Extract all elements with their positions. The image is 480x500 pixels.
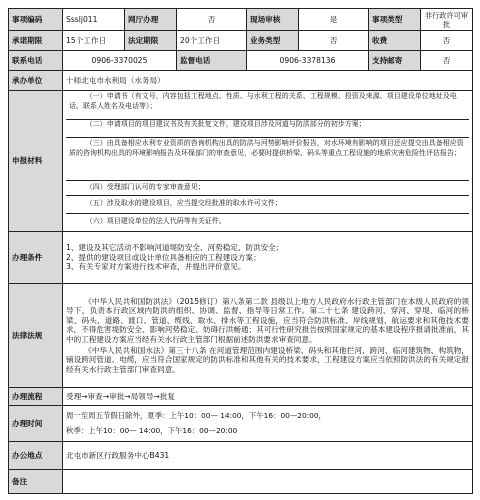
- law-paragraph: 《中华人民共和国水法》第三十八条 在河道管理范围内建设桥梁、码头和其他拦河、跨河、临河建筑物、构筑物，铺设跨河管道、电缆，应当符合国家规定的防洪标准和其他有关的技术要求，工程建设方案应当依照防洪法的有关规定报经有关水行政主管部门审查同意。: [66, 345, 469, 374]
- place-label: 办公地点: [9, 442, 63, 470]
- row-laws: [9, 284, 473, 388]
- row-limits: [9, 31, 473, 51]
- laws-cell: [63, 284, 473, 388]
- row-conditions: [9, 232, 473, 284]
- online-label: 网厅办理: [125, 9, 177, 31]
- remark-label: 备注: [9, 470, 63, 494]
- code-value: Ssslj011: [63, 9, 125, 31]
- row-code: [9, 9, 473, 31]
- conditions-cell: [63, 232, 473, 284]
- type-label: 事项类型: [369, 9, 421, 31]
- hours-line: 秋季：上午10：00— 14:00，下午16：00—20:00: [66, 425, 238, 435]
- row-hours: [9, 406, 473, 442]
- legal-label: 法定期限: [125, 31, 177, 51]
- dept-label: 承办单位: [9, 71, 63, 91]
- mail-value: 否: [421, 51, 473, 71]
- material-item: （一）申请书（有文号，内容包括工程地点、性质、与水利工程的关系、工程规模、投资及来源、项目建设单位地址及电话、联系人姓名及电话等）；: [69, 92, 457, 110]
- remark-value: [63, 470, 473, 494]
- law-paragraph: 《中华人民共和国防洪法》（2015修订）第八条第二款 县级以上地方人民政府水行政主管部门在本级人民政府的领导下，负责本行政区域内防洪的组织、协调、监督、指导等日常工作。第二十七条 建设跨河、穿河、穿堤、临河的桥梁、码头、道路、渡口、管道、缆线、取水、排水等工程设施，应当符合防洪标准、岸线规划、航运要求和其他技术要求，不得危害堤防安全、影响河势稳定、妨碍行洪畅通；其可行性研究报告按照国家规定的基本建设程序报请批准前，其中的工程建设方案应当经有关水行政主管部门根据前述防洪要求审查同意。: [66, 296, 469, 344]
- materials-label: 申报材料: [9, 91, 63, 232]
- materials-cell: [63, 91, 473, 232]
- supervise-value: 0906-3378136: [247, 51, 369, 71]
- dept-value: 十师北屯市水利局（水务局）: [63, 71, 473, 91]
- process-value: 受理→审查→审批→局领导→批复: [63, 388, 473, 406]
- material-item: （二）申请项目的项目建议书及有关批复文件，建设项目涉及河道与防洪部分的初步方案；: [85, 120, 366, 128]
- row-materials: [9, 91, 473, 232]
- row-process: [9, 388, 473, 406]
- supervise-label: 监督电话: [177, 51, 247, 71]
- process-label: 办理流程: [9, 388, 63, 406]
- fee-value: 否: [421, 31, 473, 51]
- row-contact: [9, 51, 473, 71]
- row-remark: [9, 470, 473, 494]
- service-info-table: [8, 8, 473, 494]
- onsite-value: 是: [299, 9, 369, 31]
- legal-value: 20个工作日: [177, 31, 247, 51]
- material-item: （六）项目建设单位的法人代码等有关证件。: [85, 217, 226, 225]
- promise-value: 15个工作日: [63, 31, 125, 51]
- row-dept: [9, 71, 473, 91]
- onsite-label: 现场审核: [247, 9, 299, 31]
- material-item: （三）由具备相应水利专业资质的咨询机构出具的防洪与河势影响评价报告，对水环境有影响的项目还应提交由具备相应资质的咨询机构出具的环境影响报告及环保部门的审查意见，必要时提供桥梁、码头等重点工程设施的地质灾害危险性评估报告；: [69, 139, 464, 157]
- laws-label: 法律法规: [9, 284, 63, 388]
- row-place: [9, 442, 473, 470]
- condition-item: 1、建设及其它活动不影响河道堤防安全、河势稳定、防洪安全；: [66, 243, 284, 253]
- place-value: 北屯市新区行政服务中心B431: [63, 442, 473, 470]
- phone-value: 0906-3370025: [63, 51, 177, 71]
- conditions-label: 办理条件: [9, 232, 63, 284]
- mail-label: 支持邮寄: [369, 51, 421, 71]
- phone-label: 联系电话: [9, 51, 63, 71]
- level-label: 业务类型: [247, 31, 299, 51]
- online-value: 否: [177, 9, 247, 31]
- hours-label: 办理时间: [9, 406, 63, 442]
- hours-line: 周一至周五节假日除外，夏季：上午10：00— 14:00，下午16：00—20:00，: [66, 411, 326, 421]
- condition-item: 2、提供的建设项目或设计单位具备相应的工程建设方案；: [66, 252, 261, 262]
- hours-cell: [63, 406, 473, 442]
- fee-label: 收费: [369, 31, 421, 51]
- level-value: 否: [299, 31, 369, 51]
- promise-label: 承诺期限: [9, 31, 63, 51]
- type-value: 非行政许可审批: [421, 9, 473, 31]
- code-label: 事项编码: [9, 9, 63, 31]
- condition-item: 3、有关专家对方案进行技术审查，并提出评价意见。: [66, 262, 246, 272]
- material-item: （四）受理部门认可的专家审查意见；: [85, 183, 205, 191]
- material-item: （五）涉及取水的建设项目，应当提交经批准的取水许可文件；: [85, 199, 282, 207]
